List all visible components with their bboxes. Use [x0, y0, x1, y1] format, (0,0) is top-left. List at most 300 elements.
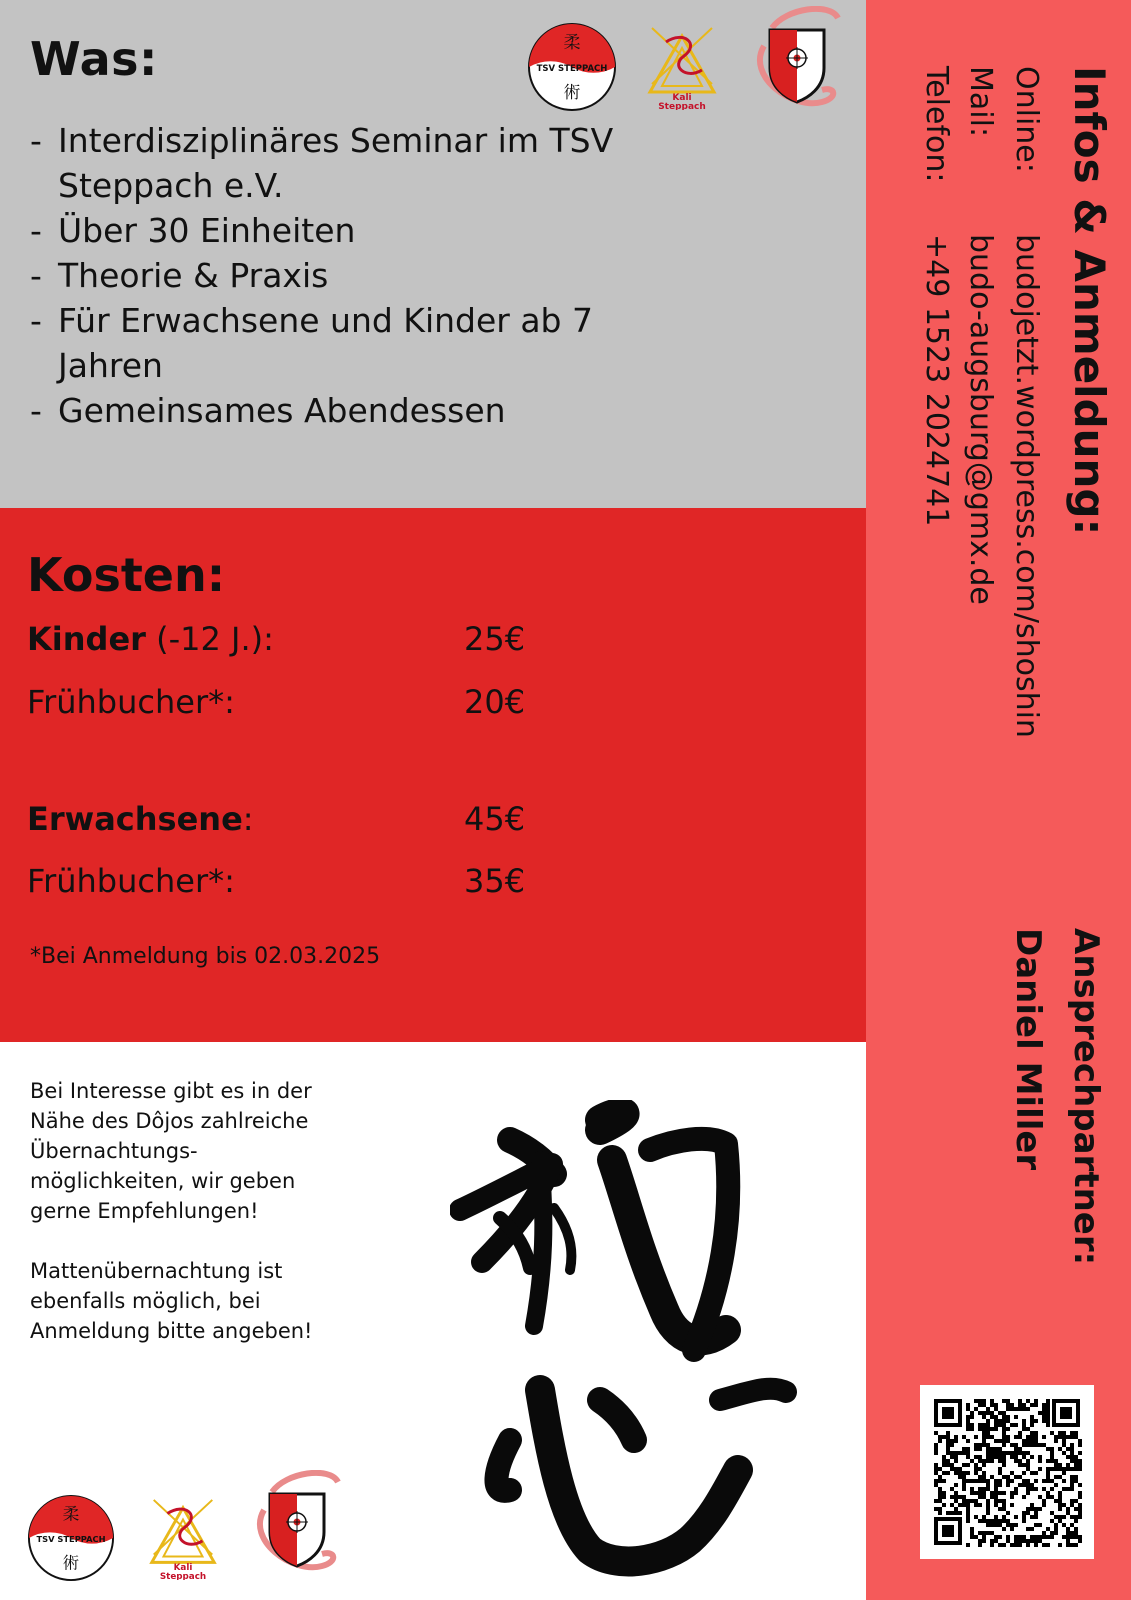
qr-module: [1030, 1415, 1034, 1419]
qr-module: [1058, 1543, 1062, 1547]
qr-module: [942, 1459, 946, 1463]
qr-module: [1070, 1455, 1074, 1459]
accommodation-paragraph: Bei Interesse gibt es in der Nähe des Dôjos zahlreiche Übernachtungs-möglichkeiten, wir geben gerne Empfehlungen!: [30, 1079, 312, 1223]
qr-module: [1038, 1455, 1042, 1459]
qr-module: [982, 1399, 986, 1403]
qr-module: [1074, 1431, 1078, 1435]
qr-module: [954, 1507, 958, 1511]
qr-module: [1054, 1531, 1058, 1535]
qr-module: [970, 1531, 974, 1535]
qr-module: [966, 1463, 970, 1467]
qr-module: [1018, 1539, 1022, 1543]
qr-module: [1066, 1463, 1070, 1467]
qr-module: [942, 1495, 946, 1499]
tsv-kanji-top: 柔: [563, 33, 581, 53]
qr-module: [1034, 1523, 1038, 1527]
qr-module: [1018, 1431, 1022, 1435]
qr-module: [1010, 1451, 1014, 1455]
qr-module: [966, 1479, 970, 1483]
qr-module: [1050, 1459, 1054, 1463]
qr-module: [1030, 1419, 1034, 1423]
qr-module: [982, 1431, 986, 1435]
price-label: Frühbucher*:: [27, 862, 235, 900]
qr-module: [982, 1415, 986, 1419]
qr-module: [1002, 1423, 1006, 1427]
qr-module: [1046, 1491, 1050, 1495]
qr-module: [1022, 1419, 1026, 1423]
qr-module: [990, 1495, 994, 1499]
qr-module: [934, 1463, 938, 1467]
qr-module: [1078, 1491, 1082, 1495]
qr-module: [966, 1419, 970, 1423]
qr-module: [1066, 1543, 1070, 1547]
qr-module: [1050, 1451, 1054, 1455]
qr-module: [962, 1479, 966, 1483]
qr-module: [1058, 1495, 1062, 1499]
qr-module: [1050, 1467, 1054, 1471]
qr-module: [998, 1459, 1002, 1463]
qr-module: [1034, 1515, 1038, 1519]
qr-module: [942, 1435, 946, 1439]
qr-module: [946, 1511, 950, 1515]
qr-module: [1038, 1523, 1042, 1527]
qr-module: [1070, 1503, 1074, 1507]
qr-module: [1070, 1535, 1074, 1539]
qr-module: [1078, 1467, 1082, 1471]
mail-label: Mail:: [963, 66, 998, 138]
qr-module: [950, 1487, 954, 1491]
qr-module: [1046, 1419, 1050, 1423]
qr-module: [1074, 1459, 1078, 1463]
qr-module: [974, 1535, 978, 1539]
qr-module: [1018, 1543, 1022, 1547]
shoshin-calligraphy: [450, 1100, 810, 1580]
qr-module: [966, 1423, 970, 1427]
qr-module: [990, 1427, 994, 1431]
qr-module: [954, 1467, 958, 1471]
qr-module: [1078, 1511, 1082, 1515]
qr-module: [1066, 1535, 1070, 1539]
qr-module: [982, 1471, 986, 1475]
qr-module: [1034, 1399, 1038, 1403]
qr-module: [1050, 1431, 1054, 1435]
qr-module: [1002, 1435, 1006, 1439]
qr-module: [1026, 1463, 1030, 1467]
price-value: 25€: [464, 620, 526, 658]
qr-module: [1066, 1531, 1070, 1535]
price-row-kinder: [27, 620, 547, 664]
qr-module: [994, 1455, 998, 1459]
qr-module: [1018, 1483, 1022, 1487]
qr-module: [978, 1503, 982, 1507]
qr-module: [1030, 1539, 1034, 1543]
qr-module: [1062, 1523, 1066, 1527]
steppach-coat-of-arms-logo: [752, 6, 842, 112]
qr-module: [1002, 1431, 1006, 1435]
qr-module: [978, 1475, 982, 1479]
kali-logo-text-2: Steppach: [159, 1571, 207, 1580]
qr-module: [954, 1495, 958, 1499]
qr-module: [970, 1491, 974, 1495]
qr-module: [1058, 1499, 1062, 1503]
qr-module: [1022, 1463, 1026, 1467]
qr-module: [1018, 1435, 1022, 1439]
qr-module: [978, 1539, 982, 1543]
qr-module: [986, 1503, 990, 1507]
qr-module: [1066, 1539, 1070, 1543]
qr-module: [994, 1423, 998, 1427]
qr-module: [1034, 1479, 1038, 1483]
qr-module: [1038, 1411, 1042, 1415]
qr-module: [966, 1507, 970, 1511]
qr-module: [982, 1495, 986, 1499]
kali-steppach-logo: [640, 22, 724, 110]
was-item: - Für Erwachsene und Kinder ab 7 Jahren: [30, 298, 670, 388]
qr-module: [1034, 1435, 1038, 1439]
qr-module: [986, 1407, 990, 1411]
qr-module: [986, 1455, 990, 1459]
qr-module: [946, 1443, 950, 1447]
qr-module: [1022, 1407, 1026, 1411]
qr-module: [1042, 1411, 1046, 1415]
qr-module: [1010, 1495, 1014, 1499]
qr-module: [1046, 1479, 1050, 1483]
qr-module: [990, 1415, 994, 1419]
qr-module: [950, 1455, 954, 1459]
qr-module: [1026, 1459, 1030, 1463]
qr-module: [1078, 1451, 1082, 1455]
qr-module: [1046, 1403, 1050, 1407]
qr-code[interactable]: [920, 1385, 1094, 1559]
mail-link[interactable]: budo-augsburg@gmx.de: [963, 234, 998, 605]
qr-module: [1030, 1455, 1034, 1459]
qr-module: [1042, 1419, 1046, 1423]
was-item: - Über 30 Einheiten: [30, 208, 670, 253]
qr-module: [978, 1487, 982, 1491]
qr-module: [1002, 1419, 1006, 1423]
qr-module: [1014, 1515, 1018, 1519]
qr-module: [1030, 1431, 1034, 1435]
qr-module: [966, 1451, 970, 1455]
qr-module: [938, 1511, 942, 1515]
qr-module: [1010, 1443, 1014, 1447]
qr-module: [994, 1539, 998, 1543]
qr-module: [934, 1447, 938, 1451]
qr-module: [986, 1411, 990, 1415]
qr-module: [938, 1439, 942, 1443]
qr-module: [1066, 1455, 1070, 1459]
qr-module: [962, 1471, 966, 1475]
qr-module: [998, 1447, 1002, 1451]
qr-module: [1070, 1435, 1074, 1439]
qr-module: [962, 1495, 966, 1499]
qr-module: [1002, 1439, 1006, 1443]
qr-module: [1022, 1455, 1026, 1459]
qr-module: [950, 1511, 954, 1515]
qr-module: [1026, 1527, 1030, 1531]
qr-module: [1062, 1451, 1066, 1455]
qr-module: [1034, 1471, 1038, 1475]
qr-module: [1042, 1503, 1046, 1507]
qr-module: [1022, 1443, 1026, 1447]
qr-module: [962, 1483, 966, 1487]
qr-module: [954, 1439, 958, 1443]
qr-module: [1034, 1431, 1038, 1435]
qr-module: [1070, 1479, 1074, 1483]
qr-module: [982, 1459, 986, 1463]
qr-module: [978, 1543, 982, 1547]
qr-module: [1010, 1423, 1014, 1427]
phone-number[interactable]: +49 1523 2024741: [919, 234, 954, 527]
qr-module: [1070, 1543, 1074, 1547]
qr-module: [1074, 1519, 1078, 1523]
qr-module: [1018, 1475, 1022, 1479]
qr-module: [966, 1471, 970, 1475]
qr-module: [1026, 1487, 1030, 1491]
qr-module: [998, 1483, 1002, 1487]
qr-module: [1066, 1507, 1070, 1511]
qr-module: [982, 1479, 986, 1483]
qr-module: [1030, 1403, 1034, 1407]
qr-module: [1046, 1535, 1050, 1539]
qr-module: [970, 1427, 974, 1431]
qr-module: [998, 1439, 1002, 1443]
qr-module: [1026, 1491, 1030, 1495]
price-value: 20€: [464, 683, 526, 721]
qr-module: [990, 1451, 994, 1455]
qr-module: [966, 1439, 970, 1443]
qr-module: [1034, 1487, 1038, 1491]
qr-module: [1054, 1483, 1058, 1487]
qr-module: [962, 1487, 966, 1491]
qr-module: [1074, 1463, 1078, 1467]
qr-module: [998, 1535, 1002, 1539]
qr-module: [1038, 1507, 1042, 1511]
qr-module: [986, 1507, 990, 1511]
qr-module: [1026, 1479, 1030, 1483]
qr-module: [986, 1519, 990, 1523]
qr-module: [1002, 1443, 1006, 1447]
qr-module: [1074, 1435, 1078, 1439]
qr-module: [1046, 1415, 1050, 1419]
qr-module: [994, 1427, 998, 1431]
qr-module: [1062, 1467, 1066, 1471]
price-label-bold: Kinder: [27, 620, 146, 658]
qr-module: [970, 1415, 974, 1419]
qr-module: [1022, 1471, 1026, 1475]
qr-module: [1026, 1507, 1030, 1511]
qr-module: [946, 1463, 950, 1467]
was-list: [30, 118, 670, 433]
price-label-rest: :: [242, 800, 254, 838]
qr-module: [938, 1507, 942, 1511]
qr-module: [1034, 1511, 1038, 1515]
qr-module: [970, 1411, 974, 1415]
mat-sleeping-paragraph: Mattenübernachtung ist ebenfalls möglich, bei Anmeldung bitte angeben!: [30, 1259, 313, 1343]
qr-module: [1046, 1495, 1050, 1499]
qr-module: [998, 1499, 1002, 1503]
qr-module: [962, 1451, 966, 1455]
qr-module: [1074, 1535, 1078, 1539]
qr-module: [1002, 1515, 1006, 1519]
qr-module: [978, 1427, 982, 1431]
price-row-erwachsene: [27, 800, 547, 844]
qr-module: [986, 1431, 990, 1435]
qr-module: [934, 1507, 938, 1511]
qr-module: [1038, 1539, 1042, 1543]
qr-module: [986, 1443, 990, 1447]
qr-module: [1070, 1487, 1074, 1491]
qr-module: [994, 1447, 998, 1451]
qr-module: [954, 1483, 958, 1487]
qr-module: [950, 1503, 954, 1507]
qr-module: [978, 1519, 982, 1523]
qr-module: [978, 1531, 982, 1535]
qr-module: [1078, 1535, 1082, 1539]
qr-module: [994, 1503, 998, 1507]
qr-module: [954, 1435, 958, 1439]
qr-module: [1014, 1459, 1018, 1463]
qr-module: [990, 1531, 994, 1535]
qr-module: [1070, 1531, 1074, 1535]
qr-module: [1026, 1407, 1030, 1411]
qr-module: [998, 1523, 1002, 1527]
qr-module: [1070, 1499, 1074, 1503]
qr-module: [1006, 1539, 1010, 1543]
qr-module: [994, 1439, 998, 1443]
qr-module: [990, 1491, 994, 1495]
qr-module: [978, 1403, 982, 1407]
qr-module: [1078, 1459, 1082, 1463]
qr-module: [942, 1479, 946, 1483]
qr-module: [982, 1519, 986, 1523]
qr-module: [1062, 1515, 1066, 1519]
qr-module: [1058, 1431, 1062, 1435]
qr-module: [974, 1443, 978, 1447]
early-booking-footnote: *Bei Anmeldung bis 02.03.2025: [30, 944, 381, 969]
qr-module: [1062, 1535, 1066, 1539]
qr-module: [1050, 1455, 1054, 1459]
qr-module: [982, 1491, 986, 1495]
qr-module: [1058, 1491, 1062, 1495]
qr-module: [1010, 1491, 1014, 1495]
qr-module: [1026, 1543, 1030, 1547]
qr-module: [974, 1467, 978, 1471]
qr-module: [1066, 1447, 1070, 1451]
qr-module: [1050, 1531, 1054, 1535]
qr-module: [1058, 1503, 1062, 1507]
qr-module: [1058, 1467, 1062, 1471]
qr-module: [1022, 1439, 1026, 1443]
qr-module: [978, 1423, 982, 1427]
qr-module: [990, 1411, 994, 1415]
qr-module: [990, 1543, 994, 1547]
qr-module: [966, 1427, 970, 1431]
qr-module: [998, 1423, 1002, 1427]
qr-module: [942, 1471, 946, 1475]
qr-module: [974, 1515, 978, 1519]
qr-module: [1050, 1495, 1054, 1499]
qr-module: [966, 1503, 970, 1507]
qr-module: [1034, 1403, 1038, 1407]
qr-module: [1014, 1451, 1018, 1455]
qr-module: [958, 1467, 962, 1471]
qr-module: [958, 1511, 962, 1515]
qr-module: [966, 1415, 970, 1419]
qr-module: [974, 1491, 978, 1495]
qr-module: [1046, 1475, 1050, 1479]
qr-module: [1070, 1467, 1074, 1471]
qr-module: [974, 1479, 978, 1483]
qr-module: [1038, 1459, 1042, 1463]
qr-module: [1078, 1515, 1082, 1519]
qr-module: [946, 1435, 950, 1439]
qr-module: [1058, 1463, 1062, 1467]
qr-module: [986, 1435, 990, 1439]
qr-module: [990, 1459, 994, 1463]
qr-module: [1062, 1443, 1066, 1447]
qr-module: [994, 1451, 998, 1455]
online-link[interactable]: budojetzt.wordpress.com/shoshin: [1009, 234, 1044, 738]
qr-module: [1006, 1427, 1010, 1431]
qr-module: [1058, 1519, 1062, 1523]
qr-module: [982, 1463, 986, 1467]
qr-module: [1054, 1463, 1058, 1467]
qr-module: [986, 1419, 990, 1423]
tsv-logo-text: TSV STEPPACH: [536, 64, 608, 74]
qr-module: [998, 1411, 1002, 1415]
qr-module: [970, 1423, 974, 1427]
qr-module: [994, 1495, 998, 1499]
qr-module: [978, 1447, 982, 1451]
tsv-steppach-logo: [26, 1494, 116, 1582]
qr-module: [1054, 1439, 1058, 1443]
qr-module: [1002, 1527, 1006, 1531]
qr-module: [934, 1499, 938, 1503]
qr-module: [982, 1411, 986, 1415]
qr-module: [1006, 1435, 1010, 1439]
qr-module: [990, 1523, 994, 1527]
qr-module: [1042, 1435, 1046, 1439]
qr-module: [982, 1531, 986, 1535]
qr-module: [1070, 1447, 1074, 1451]
qr-module: [982, 1475, 986, 1479]
qr-module: [1042, 1443, 1046, 1447]
qr-module: [994, 1535, 998, 1539]
qr-module: [1014, 1475, 1018, 1479]
qr-module: [1054, 1435, 1058, 1439]
qr-module: [1038, 1467, 1042, 1471]
qr-module: [1002, 1519, 1006, 1523]
price-value: 45€: [464, 800, 526, 838]
qr-module: [1050, 1511, 1054, 1515]
qr-module: [1006, 1439, 1010, 1443]
qr-module: [1050, 1519, 1054, 1523]
contact-heading: Ansprechpartner:: [1066, 928, 1106, 1266]
qr-module: [1070, 1459, 1074, 1463]
qr-module: [998, 1491, 1002, 1495]
qr-module: [994, 1491, 998, 1495]
qr-module: [1022, 1427, 1026, 1431]
tsv-kanji-top: 柔: [62, 1504, 80, 1524]
qr-module: [998, 1507, 1002, 1511]
qr-module: [1006, 1399, 1010, 1403]
qr-module: [954, 1499, 958, 1503]
qr-module: [1074, 1531, 1078, 1535]
qr-module: [1002, 1399, 1006, 1403]
online-label: Online:: [1009, 66, 1044, 173]
qr-module: [1014, 1443, 1018, 1447]
